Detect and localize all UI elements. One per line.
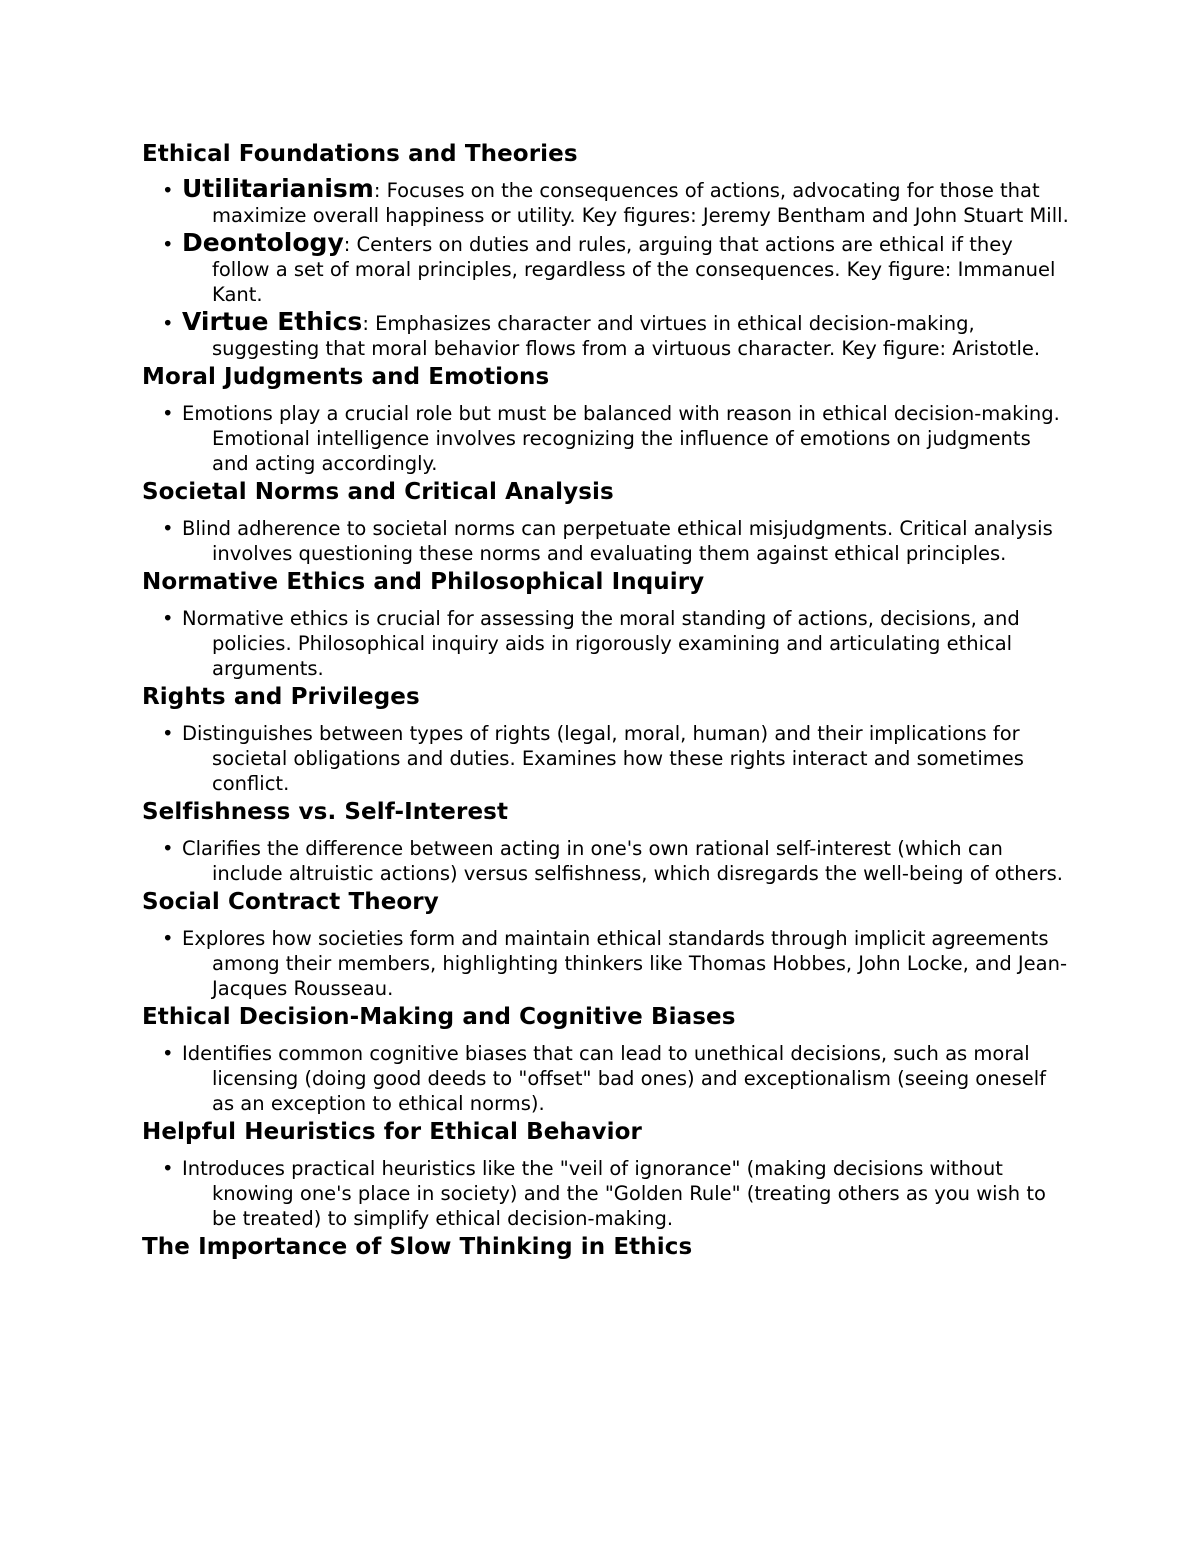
bullet-icon: • — [162, 179, 174, 202]
item-text: Emotions play a crucial role but must be balanced with reason in ethical decision-making. Emotional intelligence involves recognizing the influence of emotions on judgments and acting accordingly. — [182, 402, 1060, 475]
section-normative-ethics — [142, 568, 1072, 681]
item-text: Explores how societies form and maintain ethical standards through implicit agreements among their members, highlighting thinkers like Thomas Hobbes, John Locke, and Jean-Jacques Rousseau. — [182, 927, 1067, 1000]
list-item — [142, 1156, 1072, 1231]
term-label: Utilitarianism — [182, 174, 374, 203]
document-page — [142, 140, 1072, 1271]
list-item — [142, 309, 1072, 361]
section-heading: Helpful Heuristics for Ethical Behavior — [142, 1119, 642, 1145]
term-label: Deontology — [182, 228, 344, 257]
bullet-icon: • — [162, 837, 174, 860]
item-text: Introduces practical heuristics like the "veil of ignorance" (making decisions without knowing one's place in society) and the "Golden Rule" (treating others as you wish to be treated) to simplify ethical decision-making. — [182, 1157, 1046, 1230]
bullet-icon: • — [162, 722, 174, 745]
section-ethical-foundations — [142, 140, 1072, 361]
bullet-list — [142, 516, 1072, 566]
item-text: Clarifies the difference between acting in one's own rational self-interest (which can include altruistic actions) versus selfishness, which disregards the well-being of others. — [182, 837, 1063, 885]
bullet-list — [142, 176, 1072, 361]
list-item — [142, 1041, 1072, 1116]
bullet-icon: • — [162, 927, 174, 950]
item-text: Blind adherence to societal norms can perpetuate ethical misjudgments. Critical analysis involves questioning these norms and evaluating them against ethical principles. — [182, 517, 1053, 565]
section-selfishness — [142, 798, 1072, 886]
section-heading: Selfishness vs. Self-Interest — [142, 799, 509, 825]
section-moral-judgments — [142, 363, 1072, 476]
list-item — [142, 926, 1072, 1001]
bullet-icon: • — [162, 1157, 174, 1180]
section-heading: Social Contract Theory — [142, 889, 439, 915]
section-heading: Moral Judgments and Emotions — [142, 364, 550, 390]
bullet-icon: • — [162, 402, 174, 425]
list-item — [142, 721, 1072, 796]
list-item — [142, 606, 1072, 681]
bullet-list — [142, 721, 1072, 796]
bullet-icon: • — [162, 517, 174, 540]
bullet-list — [142, 1041, 1072, 1116]
section-heading: Rights and Privileges — [142, 684, 420, 710]
item-text: Normative ethics is crucial for assessing the moral standing of actions, decisions, and policies. Philosophical inquiry aids in rigorously examining and articulating ethical arguments. — [182, 607, 1020, 680]
item-text: Distinguishes between types of rights (legal, moral, human) and their implications for societal obligations and duties. Examines how these rights interact and sometimes conflict. — [182, 722, 1024, 795]
list-item — [142, 401, 1072, 476]
bullet-list — [142, 836, 1072, 886]
item-text: : Focuses on the consequences of actions, advocating for those that maximize overall happiness or utility. Key figures: Jeremy Bentham and John Stuart Mill. — [212, 179, 1069, 227]
list-item — [142, 176, 1072, 228]
bullet-icon: • — [162, 233, 174, 256]
section-slow-thinking — [142, 1233, 1072, 1261]
section-heading: Ethical Foundations and Theories — [142, 141, 578, 167]
section-heuristics — [142, 1118, 1072, 1231]
section-heading: Societal Norms and Critical Analysis — [142, 479, 614, 505]
bullet-list — [142, 926, 1072, 1001]
section-social-contract — [142, 888, 1072, 1001]
bullet-icon: • — [162, 1042, 174, 1065]
bullet-icon: • — [162, 312, 174, 335]
list-item — [142, 230, 1072, 307]
bullet-icon: • — [162, 607, 174, 630]
term-label: Virtue Ethics — [182, 307, 363, 336]
list-item — [142, 516, 1072, 566]
bullet-list — [142, 1156, 1072, 1231]
section-heading: The Importance of Slow Thinking in Ethics — [142, 1234, 693, 1260]
bullet-list — [142, 606, 1072, 681]
bullet-list — [142, 401, 1072, 476]
section-heading: Normative Ethics and Philosophical Inquiry — [142, 569, 705, 595]
section-heading: Ethical Decision-Making and Cognitive Biases — [142, 1004, 736, 1030]
list-item — [142, 836, 1072, 886]
section-rights-privileges — [142, 683, 1072, 796]
section-societal-norms — [142, 478, 1072, 566]
item-text: Identifies common cognitive biases that can lead to unethical decisions, such as moral licensing (doing good deeds to "offset" bad ones) and exceptionalism (seeing oneself as an exception to ethical norms). — [182, 1042, 1047, 1115]
item-text: : Emphasizes character and virtues in ethical decision-making, suggesting that moral behavior flows from a virtuous character. Key figure: Aristotle. — [212, 312, 1041, 360]
section-cognitive-biases — [142, 1003, 1072, 1116]
item-text: : Centers on duties and rules, arguing that actions are ethical if they follow a set of moral principles, regardless of the consequences. Key figure: Immanuel Kant. — [212, 233, 1056, 306]
